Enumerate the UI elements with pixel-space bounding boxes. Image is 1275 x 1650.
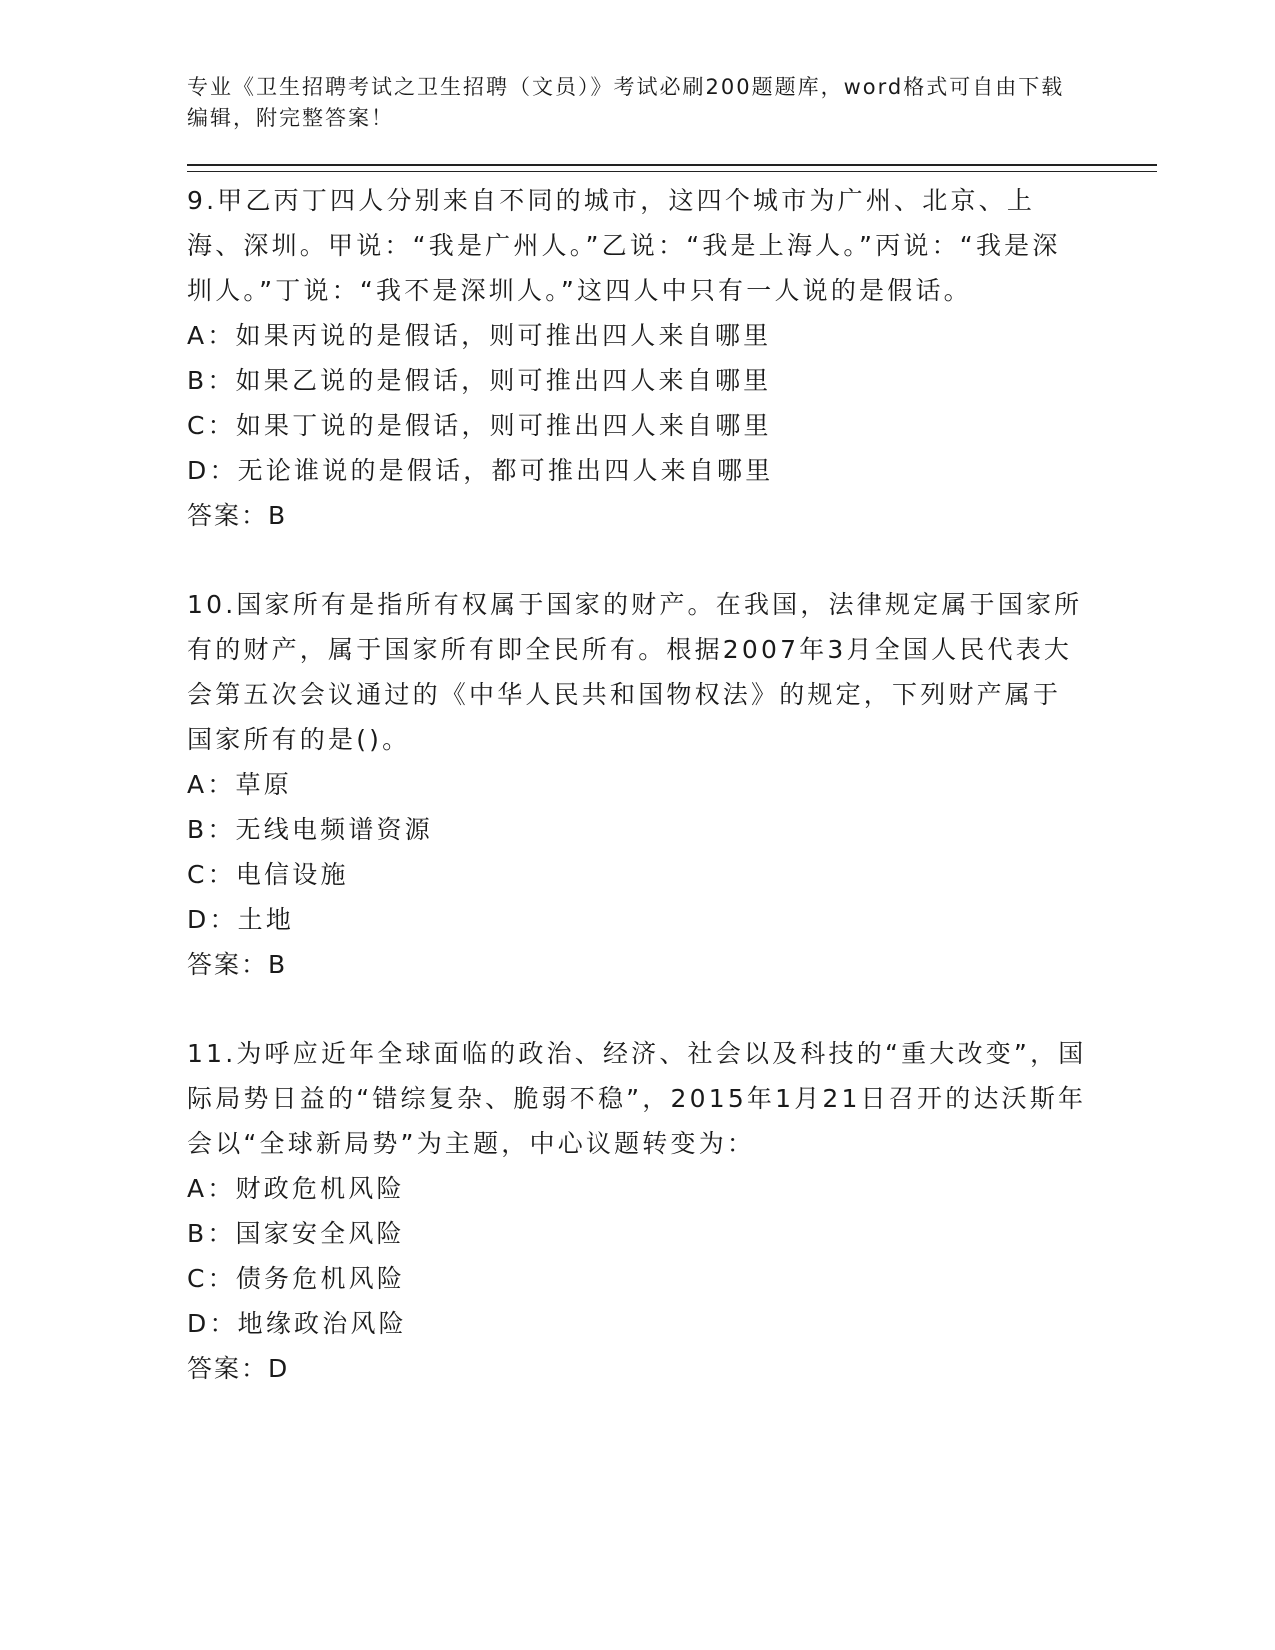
document-page — [187, 72, 1157, 1435]
option-b: B：无线电频谱资源 — [187, 815, 433, 844]
answer-line: 答案：D — [187, 1354, 290, 1383]
header-divider — [187, 164, 1157, 172]
question-list — [187, 178, 1157, 1391]
answer-line: 答案：B — [187, 950, 288, 979]
option-d: D：地缘政治风险 — [187, 1309, 407, 1338]
option-c: C：如果丁说的是假话，则可推出四人来自哪里 — [187, 411, 772, 440]
option-a: A：财政危机风险 — [187, 1174, 405, 1203]
question-stem: 9.甲乙丙丁四人分别来自不同的城市，这四个城市为广州、北京、上海、深圳。甲说：“我是广州人。”乙说：“我是上海人。”丙说：“我是深圳人。”丁说：“我不是深圳人。”这四人中只有一人说的是假话。 — [187, 186, 1061, 305]
answer-line: 答案：B — [187, 501, 288, 530]
document-header: 专业《卫生招聘考试之卫生招聘（文员）》考试必刷200题题库，word格式可自由下载编辑，附完整答案！ — [187, 75, 1065, 130]
option-a: A：草原 — [187, 770, 292, 799]
option-b: B：国家安全风险 — [187, 1219, 405, 1248]
option-c: C：电信设施 — [187, 860, 349, 889]
question-stem: 11.为呼应近年全球面临的政治、经济、社会以及科技的“重大改变”，国际局势日益的“错综复杂、脆弱不稳”，2015年1月21日召开的达沃斯年会以“全球新局势”为主题，中心议题转变为： — [187, 1039, 1087, 1158]
option-d: D：土地 — [187, 905, 295, 934]
option-c: C：债务危机风险 — [187, 1264, 406, 1293]
question-item — [187, 1031, 1157, 1391]
question-item — [187, 178, 1157, 538]
question-stem: 10.国家所有是指所有权属于国家的财产。在我国，法律规定属于国家所有的财产，属于国家所有即全民所有。根据2007年3月全国人民代表大会第五次会议通过的《中华人民共和国物权法》的规定，下列财产属于国家所有的是()。 — [187, 590, 1083, 754]
option-a: A：如果丙说的是假话，则可推出四人来自哪里 — [187, 321, 772, 350]
question-item — [187, 582, 1157, 987]
option-d: D：无论谁说的是假话，都可推出四人来自哪里 — [187, 456, 774, 485]
option-b: B：如果乙说的是假话，则可推出四人来自哪里 — [187, 366, 772, 395]
